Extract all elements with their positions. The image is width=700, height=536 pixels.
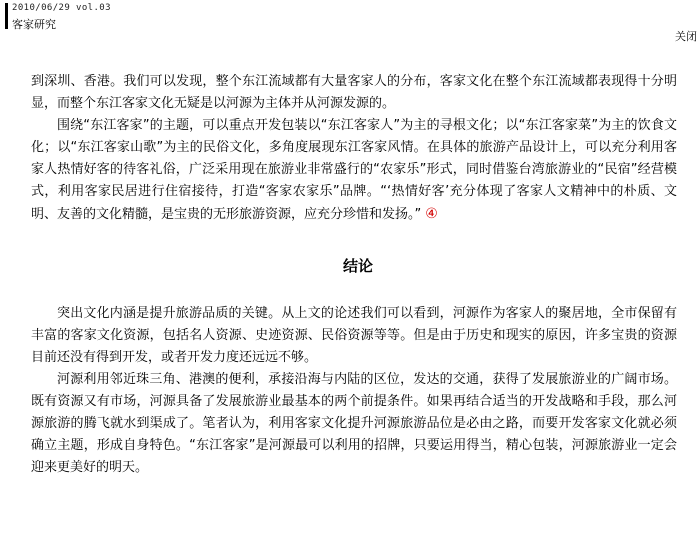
- conclusion-heading: 结论: [342, 257, 373, 275]
- paragraph-conclusion-2: 河源利用邻近珠三角、港澳的便利，承接沿海与内陆的区位，发达的交通，获得了发展旅游业的广阔市场。既有资源又有市场，河源具备了发展旅游业最基本的两个前提条件。如果再结合适当的开发战略和手段，那么河源旅游的腾飞就水到渠成了。笔者认为，利用客家文化提升河源旅游品位是必由之路，而要开发客家文化就必须确立主题，形成自身特色。“东江客家”是河源最可以利用的招牌，只要运用得当，精心包装，河源旅游业一定会迎来更美好的明天。: [31, 372, 677, 475]
- paragraph-continuation: 到深圳、香港。我们可以发现，整个东江流域都有大量客家人的分布，客家文化在整个东江流域都表现得十分明显，而整个东江客家文化无疑是以河源为主体并从河源发源的。: [31, 74, 677, 111]
- footnote-marker[interactable]: ④: [425, 206, 438, 222]
- article-body: [31, 71, 677, 479]
- page-header: [0, 0, 700, 43]
- paragraph-theme: [31, 115, 677, 226]
- paragraph-conclusion-1: 突出文化内涵是提升旅游品质的关键。从上文的论述我们可以看到，河源作为客家人的聚居地，全市保留有丰富的客家文化资源，包括名人资源、史迹资源、民俗资源等等。但是由于历史和现实的原因，许多宝贵的资源目前还没有得到开发，或者开发力度还远远不够。: [31, 306, 677, 365]
- header-accent-bar: [5, 3, 8, 29]
- issue-date: 2010/06/29 vol.03: [12, 3, 111, 13]
- close-link[interactable]: 关闭: [675, 30, 697, 43]
- section-title: 客家研究: [12, 18, 56, 31]
- paragraph-theme-text: 围绕“东江客家”的主题，可以重点开发包装以“东江客家人”为主的寻根文化；以“东江客家菜”为主的饮食文化；以“东江客家山歌”为主的民俗文化，多角度展现东江客家风情。在具体的旅游产品设计上，可以充分利用客家人热情好客的待客礼俗，广泛采用现在旅游业非常盛行的“农家乐”形式，同时借鉴台湾旅游业的“民宿”经营模式，利用客家民居进行住宿接待，打造“客家农家乐”品牌。“‘热情好客’充分体现了客家人文精神中的朴质、文明、友善的文化精髓，是宝贵的无形旅游资源，应充分珍惜和发扬。”: [31, 118, 677, 222]
